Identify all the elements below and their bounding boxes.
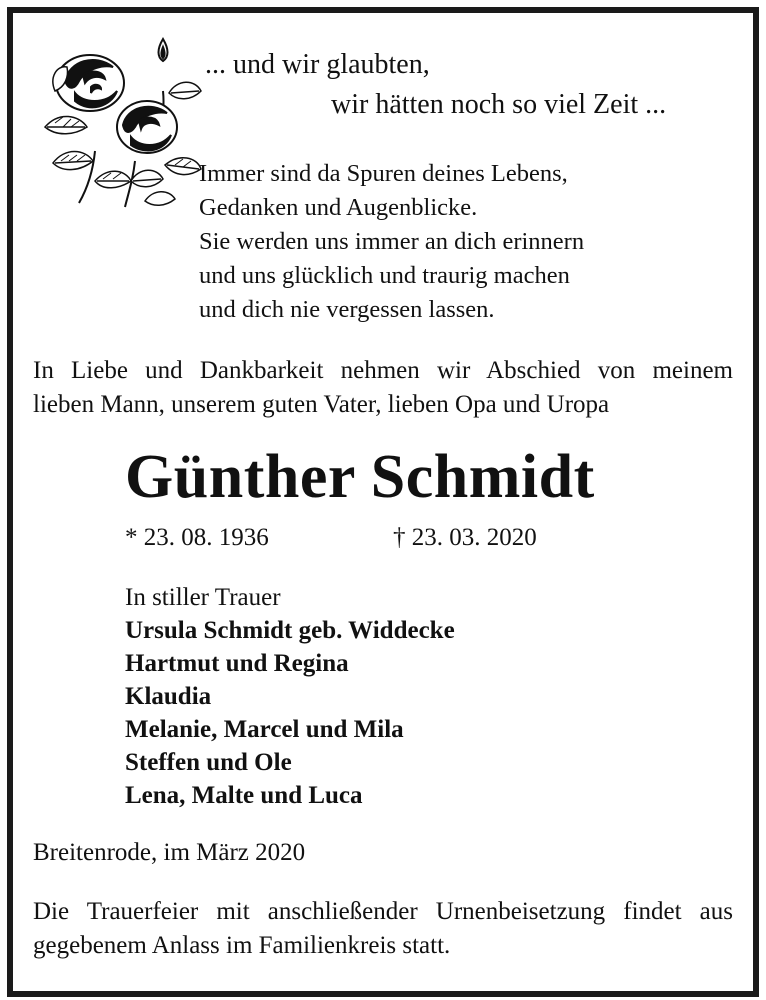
poem-line: und uns glücklich und traurig machen (199, 262, 570, 289)
mourner-name: Hartmut und Regina (125, 650, 349, 677)
roses-candle-icon (35, 31, 205, 211)
mourner-name: Steffen und Ole (125, 749, 292, 776)
poem-line: Sie werden uns immer an dich erinnern (199, 228, 585, 255)
place-date: Breitenrode, im März 2020 (33, 839, 306, 866)
quote-line-1: ... und wir glaubten, (205, 49, 430, 80)
death-date: † 23. 03. 2020 (393, 524, 537, 551)
obituary-notice (7, 7, 759, 997)
closing-line: Die Trauerfeier mit anschließender Urnenbeisetzung findet aus (33, 898, 733, 925)
intro-line: In Liebe und Dankbarkeit nehmen wir Abschied von meinem (33, 357, 733, 384)
mourners-list (125, 581, 455, 812)
poem (199, 157, 584, 327)
quote-line-2: wir hätten noch so viel Zeit ... (331, 89, 667, 120)
mourner-name: Klaudia (125, 683, 212, 710)
poem-line: Immer sind da Spuren deines Lebens, (199, 160, 568, 187)
mourner-name: Ursula Schmidt geb. Widdecke (125, 617, 455, 644)
deceased-name: Günther Schmidt (125, 443, 595, 511)
closing-line: gegebenem Anlass im Familienkreis statt. (33, 932, 451, 959)
intro-line: lieben Mann, unserem guten Vater, lieben Opa und Uropa (33, 391, 610, 418)
birth-date: * 23. 08. 1936 (125, 524, 269, 551)
intro-paragraph (33, 354, 733, 422)
mourners-intro: In stiller Trauer (125, 584, 281, 611)
poem-line: und dich nie vergessen lassen. (199, 296, 495, 323)
closing-paragraph (33, 895, 733, 963)
mourner-name: Lena, Malte und Luca (125, 782, 363, 809)
mourner-name: Melanie, Marcel und Mila (125, 716, 404, 743)
poem-line: Gedanken und Augenblicke. (199, 194, 478, 221)
